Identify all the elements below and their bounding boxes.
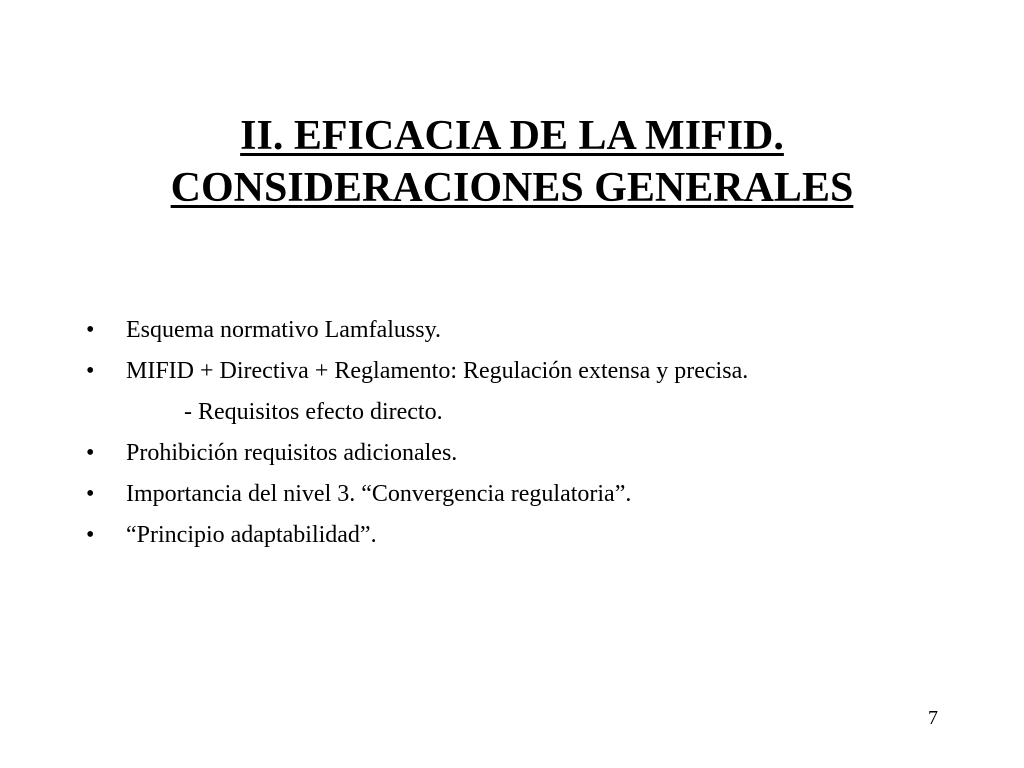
title-line-2: CONSIDERACIONES GENERALES <box>170 165 854 212</box>
sub-item-text: - Requisitos efecto directo. <box>184 399 443 425</box>
bullet-list <box>86 310 986 556</box>
title-line-1: II. EFICACIA DE LA MIFID. <box>240 113 784 160</box>
bullet-text: Importancia del nivel 3. “Convergencia regulatoria”. <box>126 481 632 507</box>
bullet-icon: • <box>86 440 95 466</box>
bullet-icon: • <box>86 358 95 384</box>
bullet-text: “Principio adaptabilidad”. <box>126 522 377 548</box>
bullet-item <box>86 474 986 515</box>
bullet-icon: • <box>86 522 95 548</box>
bullet-item <box>86 310 986 351</box>
bullet-text: Prohibición requisitos adicionales. <box>126 440 458 466</box>
bullet-text: MIFID + Directiva + Reglamento: Regulación extensa y precisa. <box>126 358 749 384</box>
bullet-icon: • <box>86 481 95 507</box>
bullet-item <box>86 433 986 474</box>
bullet-text: Esquema normativo Lamfalussy. <box>126 317 442 343</box>
sub-item <box>86 392 986 433</box>
slide-title <box>0 110 1024 214</box>
bullet-icon: • <box>86 317 95 343</box>
page-number: 7 <box>928 707 938 729</box>
bullet-item <box>86 515 986 556</box>
bullet-item <box>86 351 986 392</box>
